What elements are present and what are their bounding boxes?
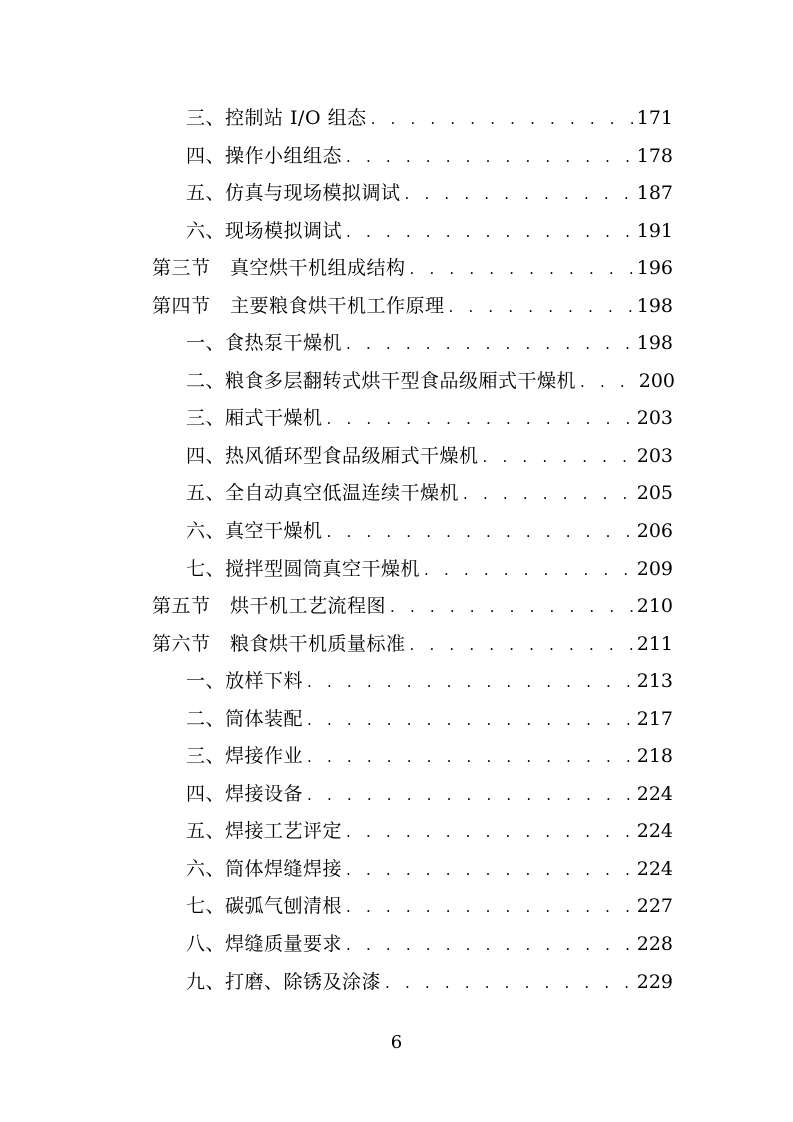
toc-entry[interactable] bbox=[0, 138, 793, 176]
toc-entry-page: 228 bbox=[636, 933, 673, 956]
toc-entry-title: 九、打磨、除锈及涂漆 bbox=[186, 970, 382, 993]
toc-entry[interactable] bbox=[0, 175, 793, 213]
toc-line bbox=[186, 926, 673, 965]
toc-line bbox=[186, 400, 673, 439]
toc-line bbox=[186, 213, 673, 252]
toc-leader-dots bbox=[483, 439, 633, 477]
toc-leader-dots bbox=[327, 401, 633, 439]
toc-leader-dots bbox=[449, 289, 633, 327]
toc-line bbox=[186, 851, 673, 890]
toc-line bbox=[186, 701, 673, 740]
toc-leader-dots bbox=[327, 514, 633, 552]
toc-entry[interactable] bbox=[0, 325, 793, 363]
toc-entry[interactable] bbox=[0, 475, 793, 513]
toc-entry-page: 171 bbox=[636, 107, 673, 129]
toc-leader-dots bbox=[346, 326, 633, 364]
toc-line bbox=[186, 663, 673, 702]
toc-entry-page: 206 bbox=[636, 520, 673, 543]
toc-entry-title: 四、热风循环型食品级厢式干燥机 bbox=[186, 444, 479, 467]
toc-entry-page: 203 bbox=[636, 407, 673, 430]
toc-entry-title: 五、仿真与现场模拟调试 bbox=[186, 182, 401, 205]
page-number: 6 bbox=[390, 1032, 403, 1053]
toc-leader-dots bbox=[371, 101, 633, 139]
toc-entry-title: 五、全自动真空低温连续干燥机 bbox=[186, 482, 460, 505]
toc-entry-title: 六、真空干燥机 bbox=[186, 520, 323, 543]
toc-leader-dots bbox=[346, 927, 633, 965]
toc-leader-dots bbox=[463, 476, 633, 514]
toc-entry[interactable] bbox=[0, 551, 793, 589]
toc-entry[interactable] bbox=[0, 513, 793, 551]
toc-leader-dots bbox=[307, 702, 633, 740]
toc-line bbox=[186, 100, 673, 139]
toc-entry-page: 229 bbox=[636, 970, 673, 993]
toc-line bbox=[186, 438, 673, 477]
toc-line bbox=[152, 250, 673, 289]
toc-entry[interactable] bbox=[0, 813, 793, 851]
toc-entry[interactable] bbox=[0, 776, 793, 814]
toc-entry-title: 第四节 主要粮食烘干机工作原理 bbox=[152, 294, 445, 317]
toc-entry-title: 二、粮食多层翻转式烘干型食品级厢式干燥机 bbox=[186, 369, 577, 392]
toc-leader-dots bbox=[307, 739, 633, 777]
toc-line bbox=[186, 776, 673, 815]
toc-leader-dots bbox=[390, 589, 633, 627]
toc-entry-title: 七、搅拌型圆筒真空干燥机 bbox=[186, 557, 421, 580]
toc-entry-page: 200 bbox=[638, 369, 675, 392]
toc-entry-title: 三、厢式干燥机 bbox=[186, 407, 323, 430]
toc-entry-title: 三、控制站 I/O 组态 bbox=[186, 107, 367, 129]
toc-leader-dots bbox=[307, 664, 633, 702]
toc-line bbox=[186, 475, 673, 514]
toc-entry-title: 四、操作小组组态 bbox=[186, 144, 343, 167]
toc-line bbox=[186, 551, 673, 590]
toc-entry[interactable] bbox=[0, 100, 793, 138]
toc-entry[interactable] bbox=[0, 663, 793, 701]
toc-entry-title: 七、碳弧气刨清根 bbox=[186, 895, 343, 918]
toc-entry-title: 第三节 真空烘干机组成结构 bbox=[152, 257, 406, 280]
toc-entry-title: 第六节 粮食烘干机质量标准 bbox=[152, 632, 406, 655]
toc-line bbox=[186, 175, 673, 214]
toc-entry-page: 196 bbox=[636, 257, 673, 280]
toc-leader-dots bbox=[424, 552, 633, 590]
toc-entry-page: 227 bbox=[636, 895, 673, 918]
toc-entry-page: 210 bbox=[636, 595, 673, 618]
toc-entry-title: 二、筒体装配 bbox=[186, 707, 304, 730]
table-of-contents bbox=[0, 100, 793, 1001]
toc-leader-dots bbox=[346, 139, 633, 177]
toc-leader-dots bbox=[346, 889, 633, 927]
toc-entry-title: 三、焊接作业 bbox=[186, 745, 304, 768]
toc-entry[interactable] bbox=[0, 701, 793, 739]
toc-entry[interactable] bbox=[0, 738, 793, 776]
toc-entry-page: 217 bbox=[636, 707, 673, 730]
toc-entry[interactable] bbox=[0, 438, 793, 476]
toc-entry-page: 224 bbox=[636, 857, 673, 880]
toc-leader-dots bbox=[405, 176, 633, 214]
toc-entry-title: 八、焊缝质量要求 bbox=[186, 933, 343, 956]
toc-entry-page: 198 bbox=[636, 294, 673, 317]
toc-entry-page: 209 bbox=[636, 557, 673, 580]
toc-leader-dots bbox=[385, 965, 633, 1003]
toc-leader-dots bbox=[307, 777, 633, 815]
toc-line bbox=[152, 288, 673, 327]
toc-leader-dots bbox=[410, 627, 633, 665]
toc-line bbox=[186, 964, 673, 1003]
toc-entry[interactable] bbox=[0, 964, 793, 1002]
toc-line bbox=[152, 588, 673, 627]
toc-line bbox=[186, 325, 673, 364]
toc-entry-page: 191 bbox=[636, 219, 673, 242]
toc-entry-title: 四、焊接设备 bbox=[186, 782, 304, 805]
toc-entry-page: 211 bbox=[636, 632, 673, 655]
toc-entry[interactable] bbox=[0, 213, 793, 251]
toc-entry-title: 五、焊接工艺评定 bbox=[186, 820, 343, 843]
toc-leader-dots bbox=[346, 214, 633, 252]
toc-entry[interactable] bbox=[0, 588, 793, 626]
toc-entry-title: 第五节 烘干机工艺流程图 bbox=[152, 595, 387, 618]
toc-entry-page: 205 bbox=[636, 482, 673, 505]
toc-leader-dots bbox=[580, 364, 635, 402]
toc-leader-dots bbox=[346, 852, 633, 890]
toc-entry-title: 六、筒体焊缝焊接 bbox=[186, 857, 343, 880]
toc-entry[interactable] bbox=[0, 400, 793, 438]
toc-line bbox=[186, 138, 673, 177]
toc-entry-title: 一、食热泵干燥机 bbox=[186, 332, 343, 355]
toc-entry[interactable] bbox=[0, 250, 793, 288]
toc-entry[interactable] bbox=[0, 288, 793, 326]
toc-line bbox=[152, 626, 673, 665]
toc-entry-title: 六、现场模拟调试 bbox=[186, 219, 343, 242]
toc-line bbox=[186, 738, 673, 777]
toc-entry-page: 198 bbox=[636, 332, 673, 355]
toc-entry-page: 203 bbox=[636, 444, 673, 467]
toc-entry-page: 213 bbox=[636, 670, 673, 693]
toc-entry-page: 224 bbox=[636, 820, 673, 843]
toc-entry[interactable] bbox=[0, 926, 793, 964]
toc-entry[interactable] bbox=[0, 888, 793, 926]
toc-entry-title: 一、放样下料 bbox=[186, 670, 304, 693]
toc-entry-page: 218 bbox=[636, 745, 673, 768]
toc-entry-page: 178 bbox=[636, 144, 673, 167]
toc-entry-page: 187 bbox=[636, 182, 673, 205]
toc-entry[interactable] bbox=[0, 363, 793, 401]
toc-entry[interactable] bbox=[0, 851, 793, 889]
toc-leader-dots bbox=[410, 251, 633, 289]
toc-entry[interactable] bbox=[0, 626, 793, 664]
toc-line bbox=[186, 813, 673, 852]
toc-line bbox=[186, 513, 673, 552]
toc-leader-dots bbox=[346, 814, 633, 852]
toc-line bbox=[186, 363, 675, 402]
toc-line bbox=[186, 888, 673, 927]
toc-entry-page: 224 bbox=[636, 782, 673, 805]
